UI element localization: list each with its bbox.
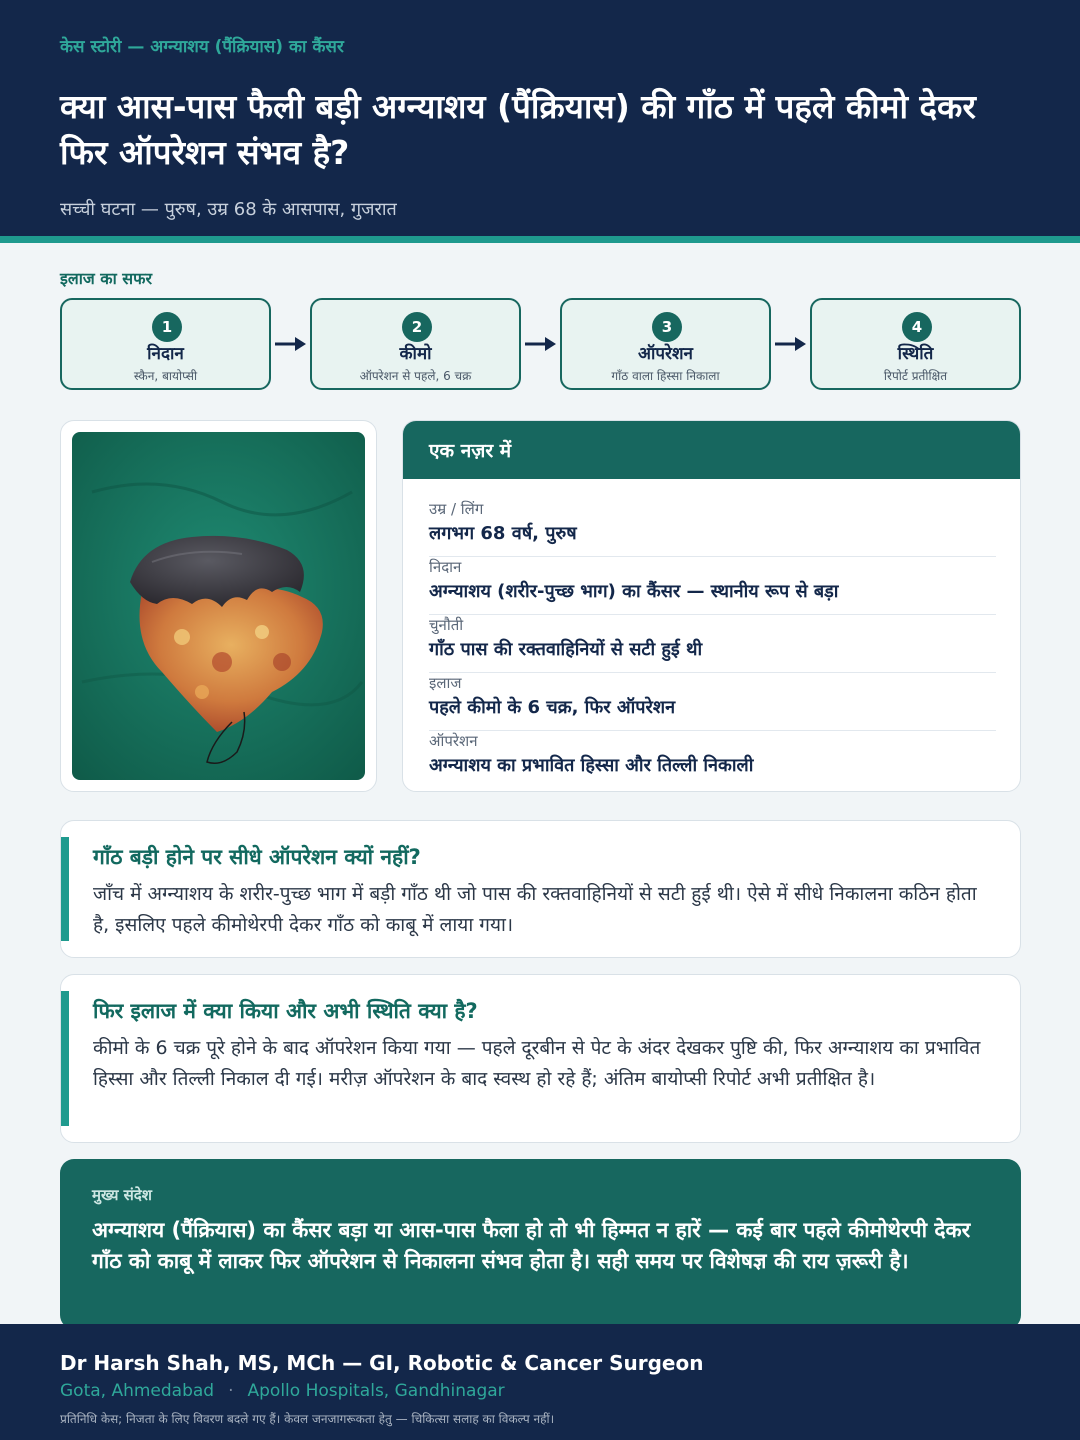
journey-label: इलाज का सफर bbox=[60, 269, 152, 288]
doctor-name: Dr Harsh Shah, MS, MCh — GI, Robotic & Cancer Surgeon bbox=[60, 1351, 704, 1375]
fact-label: निदान bbox=[429, 558, 462, 576]
arrow-right-icon bbox=[773, 334, 807, 354]
key-message bbox=[60, 1159, 1021, 1329]
section-body: कीमो के 6 चक्र पूरे होने के बाद ऑपरेशन किया गया — पहले दूरबीन से पेट के अंदर देखकर पुष्टि की, फिर अग्न्याशय का प्रभावित हिस्सा और तिल्ली निकाल दी गई। मरीज़ ऑपरेशन के बाद स्वस्थ हो रहे हैं; अंतिम बायोप्सी रिपोर्ट अभी प्रतीक्षित है। bbox=[93, 1037, 981, 1090]
fact-label: इलाज bbox=[429, 674, 462, 692]
doctor-location bbox=[60, 1381, 505, 1401]
section-accent-bar bbox=[61, 991, 69, 1126]
disclaimer: प्रतिनिधि केस; निजता के लिए विवरण बदले गए हैं। केवल जनजागरूकता हेतु — चिकित्सा सलाह का विकल्प नहीं। bbox=[60, 1412, 555, 1426]
page-subtitle: सच्ची घटना — पुरुष, उम्र 68 के आसपास, गुजरात bbox=[60, 199, 397, 220]
fact-row-diagnosis bbox=[429, 557, 996, 615]
fact-value: अग्न्याशय (शरीर-पुच्छ भाग) का कैंसर — स्थानीय रूप से बड़ा bbox=[429, 581, 839, 602]
fact-value: अग्न्याशय का प्रभावित हिस्सा और तिल्ली निकाली bbox=[429, 755, 754, 776]
step-subtitle: ऑपरेशन से पहले, 6 चक्र bbox=[359, 369, 472, 383]
step-title: कीमो bbox=[399, 344, 432, 364]
kicker: केस स्टोरी — अग्न्याशय (पैंक्रियास) का कैंसर bbox=[60, 37, 344, 57]
arrow-right-icon bbox=[523, 334, 557, 354]
fact-row-challenge bbox=[429, 615, 996, 673]
fact-value: गाँठ पास की रक्तवाहिनियों से सटी हुई थी bbox=[429, 639, 703, 660]
page-title: क्या आस-पास फैली बड़ी अग्न्याशय (पैंक्रियास) की गाँठ में पहले कीमो देकर फिर ऑपरेशन संभव है? bbox=[60, 87, 976, 172]
header-divider bbox=[0, 236, 1080, 243]
location-city: Gota, Ahmedabad bbox=[60, 1381, 215, 1401]
fact-label: उम्र / लिंग bbox=[429, 500, 484, 518]
step-subtitle: स्कैन, बायोप्सी bbox=[133, 369, 198, 383]
key-message-text: अग्न्याशय (पैंक्रियास) का कैंसर बड़ा या आस-पास फैला हो तो भी हिम्मत न हारें — कई बार पहले कीमोथेरपी देकर गाँठ को काबू में लाकर फिर ऑपरेशन से निकालना संभव होता है। सही समय पर विशेषज्ञ की राय ज़रूरी है। bbox=[92, 1218, 971, 1273]
arrow-right-icon bbox=[273, 334, 307, 354]
facts-heading: एक नज़र में bbox=[429, 440, 512, 462]
facts-card bbox=[402, 420, 1021, 792]
section-title: फिर इलाज में क्या किया और अभी स्थिति क्या है? bbox=[93, 999, 478, 1023]
step-subtitle: गाँठ वाला हिस्सा निकाला bbox=[611, 369, 720, 383]
location-separator: · bbox=[228, 1381, 234, 1401]
fact-row-age bbox=[429, 499, 996, 557]
why-not-surgery-section bbox=[60, 820, 1021, 958]
fact-row-treatment bbox=[429, 673, 996, 731]
key-message-label: मुख्य संदेश bbox=[92, 1186, 152, 1204]
specimen-photo bbox=[72, 432, 365, 780]
step-subtitle: रिपोर्ट प्रतीक्षित bbox=[883, 369, 948, 383]
fact-row-operation bbox=[429, 731, 996, 789]
specimen-photo-card bbox=[60, 420, 377, 792]
step-title: स्थिति bbox=[897, 344, 934, 364]
step-number: 2 bbox=[402, 312, 432, 342]
hospital-name: Apollo Hospitals, Gandhinagar bbox=[247, 1381, 505, 1401]
fact-label: ऑपरेशन bbox=[429, 732, 478, 750]
fact-label: चुनौती bbox=[429, 616, 464, 634]
page-footer bbox=[0, 1324, 1080, 1440]
step-title: निदान bbox=[147, 344, 184, 364]
step-number: 1 bbox=[152, 312, 182, 342]
fact-value: पहले कीमो के 6 चक्र, फिर ऑपरेशन bbox=[429, 697, 676, 718]
journey-step-operation bbox=[560, 298, 771, 390]
journey-step-chemo bbox=[310, 298, 521, 390]
journey-step-diagnosis bbox=[60, 298, 271, 390]
journey-step-status bbox=[810, 298, 1021, 390]
facts-header bbox=[403, 421, 1021, 479]
page-header bbox=[0, 0, 1080, 236]
section-title: गाँठ बड़ी होने पर सीधे ऑपरेशन क्यों नहीं? bbox=[93, 845, 421, 869]
section-accent-bar bbox=[61, 837, 69, 941]
treatment-status-section bbox=[60, 974, 1021, 1143]
step-number: 3 bbox=[652, 312, 682, 342]
fact-value: लगभग 68 वर्ष, पुरुष bbox=[429, 523, 577, 544]
step-number: 4 bbox=[902, 312, 932, 342]
section-body: जाँच में अग्न्याशय के शरीर-पुच्छ भाग में बड़ी गाँठ थी जो पास की रक्तवाहिनियों से सटी हुई थी। ऐसे में सीधे निकालना कठिन होता है, इसलिए पहले कीमोथेरपी देकर गाँठ को काबू में लाया गया। bbox=[93, 883, 977, 936]
step-title: ऑपरेशन bbox=[638, 344, 693, 364]
